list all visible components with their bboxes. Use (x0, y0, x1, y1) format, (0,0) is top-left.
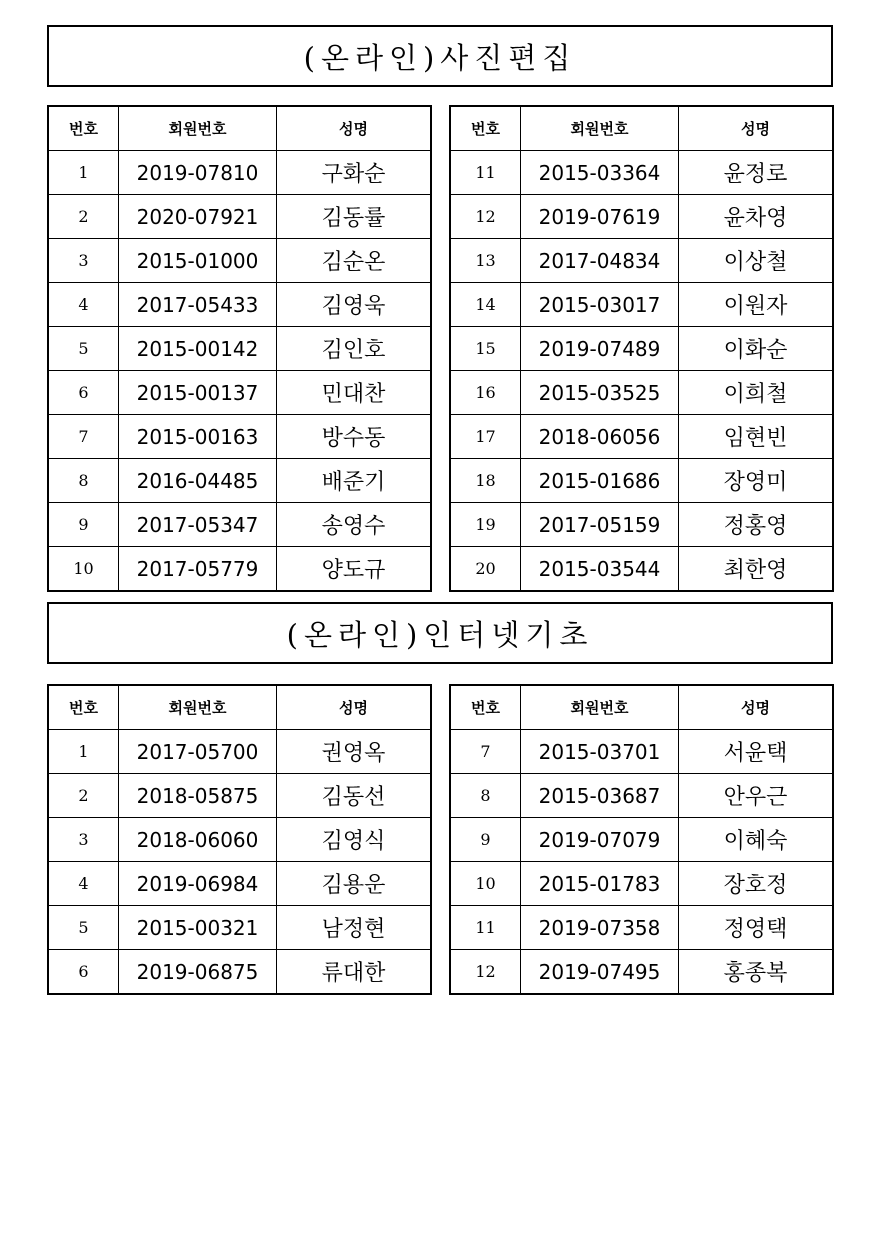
table-row (48, 862, 431, 906)
member-name: 이희철 (679, 371, 834, 415)
table-row (48, 906, 431, 950)
member-id: 2019-06875 (119, 950, 277, 995)
row-number: 10 (48, 547, 119, 592)
member-name: 장호정 (679, 862, 834, 906)
table-header-row (450, 685, 833, 730)
member-name: 송영수 (277, 503, 432, 547)
table-row (48, 950, 431, 995)
table-row (450, 818, 833, 862)
member-name: 안우근 (679, 774, 834, 818)
row-number: 10 (450, 862, 521, 906)
member-id: 2017-05433 (119, 283, 277, 327)
member-name: 이원자 (679, 283, 834, 327)
member-name: 방수동 (277, 415, 432, 459)
table-row (450, 195, 833, 239)
row-number: 3 (48, 239, 119, 283)
member-name: 이상철 (679, 239, 834, 283)
member-name: 이혜숙 (679, 818, 834, 862)
row-number: 6 (48, 950, 119, 995)
row-number: 2 (48, 195, 119, 239)
table-header-row (450, 106, 833, 151)
table-row (450, 503, 833, 547)
header-name: 성명 (679, 106, 834, 151)
member-id: 2015-03687 (521, 774, 679, 818)
member-id: 2016-04485 (119, 459, 277, 503)
row-number: 13 (450, 239, 521, 283)
member-id: 2017-05347 (119, 503, 277, 547)
row-number: 4 (48, 283, 119, 327)
member-id: 2017-05700 (119, 730, 277, 774)
member-name: 배준기 (277, 459, 432, 503)
member-id: 2019-07358 (521, 906, 679, 950)
photo-editing-table-right (449, 105, 834, 592)
member-id: 2015-00163 (119, 415, 277, 459)
member-name: 임현빈 (679, 415, 834, 459)
row-number: 8 (450, 774, 521, 818)
member-id: 2017-05159 (521, 503, 679, 547)
row-number: 5 (48, 906, 119, 950)
table-row (48, 283, 431, 327)
member-name: 민대찬 (277, 371, 432, 415)
table-row (450, 730, 833, 774)
internet-basics-table-left (47, 684, 432, 995)
table-row (450, 239, 833, 283)
member-id: 2019-07489 (521, 327, 679, 371)
table-row (450, 862, 833, 906)
member-id: 2015-03544 (521, 547, 679, 592)
row-number: 1 (48, 151, 119, 195)
table-row (48, 774, 431, 818)
header-member-id: 회원번호 (521, 685, 679, 730)
table-row (48, 415, 431, 459)
row-number: 11 (450, 151, 521, 195)
row-number: 9 (450, 818, 521, 862)
table-row (450, 151, 833, 195)
internet-basics-table-right (449, 684, 834, 995)
header-number: 번호 (450, 685, 521, 730)
table-row (450, 950, 833, 995)
table-row (48, 459, 431, 503)
table-row (48, 371, 431, 415)
member-id: 2018-06060 (119, 818, 277, 862)
member-id: 2015-03017 (521, 283, 679, 327)
member-name: 서윤택 (679, 730, 834, 774)
table-row (48, 818, 431, 862)
member-name: 김순온 (277, 239, 432, 283)
row-number: 8 (48, 459, 119, 503)
row-number: 19 (450, 503, 521, 547)
table-row (450, 371, 833, 415)
header-name: 성명 (679, 685, 834, 730)
member-id: 2015-03701 (521, 730, 679, 774)
member-id: 2017-05779 (119, 547, 277, 592)
header-member-id: 회원번호 (521, 106, 679, 151)
member-id: 2019-07810 (119, 151, 277, 195)
member-id: 2015-01000 (119, 239, 277, 283)
table-row (450, 327, 833, 371)
member-name: 류대한 (277, 950, 432, 995)
table-row (48, 503, 431, 547)
row-number: 16 (450, 371, 521, 415)
row-number: 3 (48, 818, 119, 862)
member-id: 2017-04834 (521, 239, 679, 283)
member-name: 김용운 (277, 862, 432, 906)
row-number: 20 (450, 547, 521, 592)
member-name: 장영미 (679, 459, 834, 503)
member-id: 2015-03525 (521, 371, 679, 415)
row-number: 18 (450, 459, 521, 503)
member-id: 2018-05875 (119, 774, 277, 818)
header-number: 번호 (48, 106, 119, 151)
row-number: 2 (48, 774, 119, 818)
member-id: 2015-00321 (119, 906, 277, 950)
row-number: 1 (48, 730, 119, 774)
row-number: 11 (450, 906, 521, 950)
member-name: 양도규 (277, 547, 432, 592)
table-row (48, 151, 431, 195)
header-number: 번호 (450, 106, 521, 151)
table-row (450, 547, 833, 592)
table-row (450, 283, 833, 327)
member-name: 권영옥 (277, 730, 432, 774)
header-name: 성명 (277, 685, 432, 730)
member-name: 김인호 (277, 327, 432, 371)
row-number: 12 (450, 195, 521, 239)
member-name: 윤정로 (679, 151, 834, 195)
photo-editing-table-left (47, 105, 432, 592)
member-name: 김동률 (277, 195, 432, 239)
member-id: 2019-07079 (521, 818, 679, 862)
header-member-id: 회원번호 (119, 106, 277, 151)
member-name: 김영식 (277, 818, 432, 862)
row-number: 17 (450, 415, 521, 459)
table-row (48, 195, 431, 239)
table-row (450, 774, 833, 818)
header-member-id: 회원번호 (119, 685, 277, 730)
row-number: 12 (450, 950, 521, 995)
table-row (450, 415, 833, 459)
table-row (48, 547, 431, 592)
member-id: 2015-00137 (119, 371, 277, 415)
member-id: 2015-00142 (119, 327, 277, 371)
member-name: 김영욱 (277, 283, 432, 327)
header-name: 성명 (277, 106, 432, 151)
row-number: 4 (48, 862, 119, 906)
member-id: 2019-06984 (119, 862, 277, 906)
row-number: 7 (450, 730, 521, 774)
member-name: 남정현 (277, 906, 432, 950)
member-name: 최한영 (679, 547, 834, 592)
row-number: 7 (48, 415, 119, 459)
row-number: 15 (450, 327, 521, 371)
member-name: 정홍영 (679, 503, 834, 547)
row-number: 14 (450, 283, 521, 327)
section-title-internet-basics: (온라인)인터넷기초 (47, 602, 833, 664)
table-row (48, 239, 431, 283)
member-name: 정영택 (679, 906, 834, 950)
member-name: 이화순 (679, 327, 834, 371)
member-id: 2019-07495 (521, 950, 679, 995)
table-row (48, 327, 431, 371)
member-id: 2015-01686 (521, 459, 679, 503)
table-header-row (48, 106, 431, 151)
member-name: 김동선 (277, 774, 432, 818)
row-number: 5 (48, 327, 119, 371)
member-name: 홍종복 (679, 950, 834, 995)
table-row (450, 906, 833, 950)
table-row (450, 459, 833, 503)
row-number: 6 (48, 371, 119, 415)
row-number: 9 (48, 503, 119, 547)
section-title-photo-editing: (온라인)사진편집 (47, 25, 833, 87)
member-id: 2015-03364 (521, 151, 679, 195)
member-id: 2018-06056 (521, 415, 679, 459)
table-row (48, 730, 431, 774)
header-number: 번호 (48, 685, 119, 730)
member-id: 2020-07921 (119, 195, 277, 239)
member-id: 2019-07619 (521, 195, 679, 239)
member-name: 윤차영 (679, 195, 834, 239)
member-name: 구화순 (277, 151, 432, 195)
member-id: 2015-01783 (521, 862, 679, 906)
table-header-row (48, 685, 431, 730)
